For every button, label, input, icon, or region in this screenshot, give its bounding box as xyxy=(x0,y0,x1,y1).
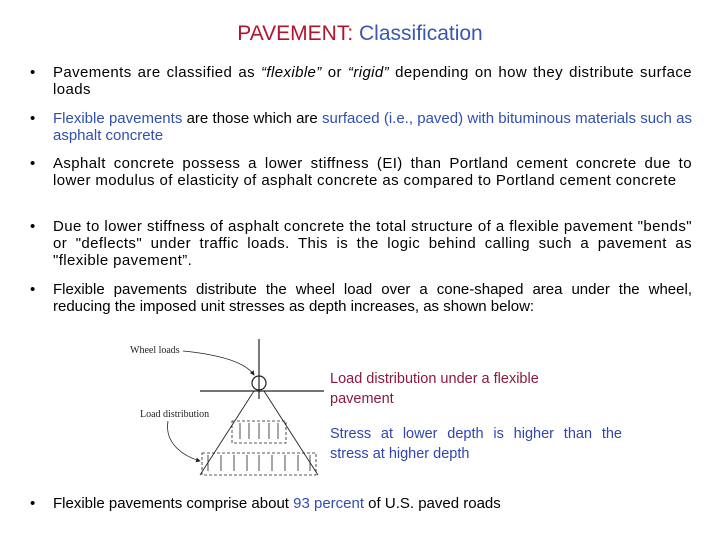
bullet-6-text: Flexible pavements comprise about 93 percent of U.S. paved roads xyxy=(53,495,501,512)
bullet-2-text: Flexible pavements are those which are surfaced (i.e., paved) with bituminous materials such as asphalt concrete xyxy=(53,110,692,144)
bullet-5-text: Flexible pavements distribute the wheel load over a cone-shaped area under the wheel, reducing the imposed unit stresses as depth increases, as shown below: xyxy=(53,281,692,315)
title-sub: Classification xyxy=(359,22,483,45)
load-distribution-label: Load distribution xyxy=(140,409,210,420)
bullet-6 xyxy=(30,495,692,512)
bullet-dot: • xyxy=(30,110,36,127)
wheel-label-arrow xyxy=(183,351,254,375)
caption-stress-depth: Stress at lower depth is higher than the stress at higher depth xyxy=(330,426,622,462)
bullet-dot: • xyxy=(30,155,36,172)
load-distribution-diagram xyxy=(128,335,328,485)
bullet-3-text: Asphalt concrete possess a lower stiffness (EI) than Portland cement concrete due to lower modulus of elasticity of asphalt concrete as compared to Portland cement concrete xyxy=(53,155,692,189)
bullet-3 xyxy=(30,155,692,189)
bullet-4 xyxy=(30,218,692,269)
title-main: PAVEMENT: xyxy=(237,22,354,45)
upper-stress-arrows xyxy=(240,423,278,439)
bullet-4-text: Due to lower stiffness of asphalt concrete the total structure of a flexible pavement "bends" or "deflects" under traffic loads. This is the logic behind calling such a pavement as "flexible pavement”. xyxy=(53,218,692,269)
bullet-5 xyxy=(30,281,692,315)
bullet-2 xyxy=(30,110,692,144)
lower-stress-arrows xyxy=(208,455,310,471)
caption-load-distribution: Load distribution under a flexible pavement xyxy=(330,371,539,407)
bullet-dot: • xyxy=(30,218,36,235)
wheel-loads-label: Wheel loads xyxy=(130,345,180,356)
page-title xyxy=(0,22,720,46)
bullet-dot: • xyxy=(30,64,36,81)
load-label-arrow xyxy=(168,421,200,461)
bullet-dot: • xyxy=(30,281,36,298)
bullet-dot: • xyxy=(30,495,36,512)
bullet-1-text: Pavements are classified as “flexible” or “rigid” depending on how they distribute surface loads xyxy=(53,64,692,98)
bullet-1 xyxy=(30,64,692,98)
